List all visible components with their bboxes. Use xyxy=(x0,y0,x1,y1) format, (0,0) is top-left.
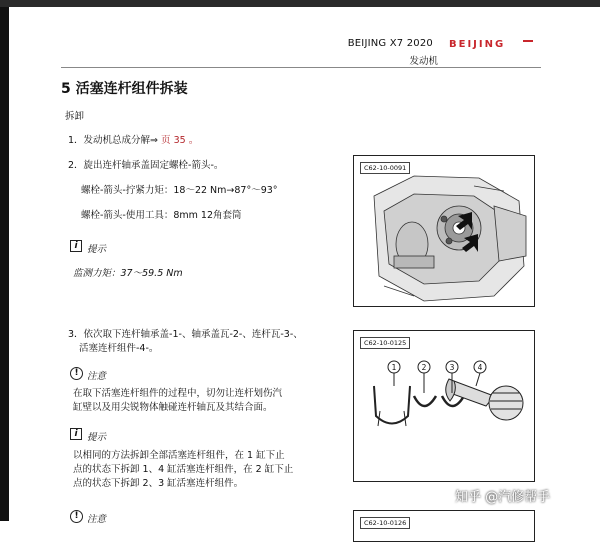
step-3-line-1 xyxy=(68,326,303,340)
connecting-rod-parts-illustration xyxy=(354,331,534,481)
step-1-end: 。 xyxy=(188,135,199,146)
page-frame-top xyxy=(0,0,600,7)
figure-1 xyxy=(353,155,535,307)
figure-1-id: C62-10-0091 xyxy=(360,162,410,174)
tip-1-label: 提示 xyxy=(87,244,107,255)
callout-3: 3 xyxy=(449,363,455,372)
beijing-logo-icon xyxy=(447,37,535,49)
page-frame-left xyxy=(0,0,9,521)
step-3-text-1: 依次取下连杆轴承盖-1-、轴承盖瓦-2-、连杆瓦-3-、 xyxy=(83,329,303,340)
header-section: 发动机 xyxy=(409,56,438,67)
callout-4: 4 xyxy=(477,363,483,372)
header-divider xyxy=(61,67,541,68)
step-1-number: 1． xyxy=(68,135,84,146)
warning-icon: ! xyxy=(70,510,83,523)
info-icon: i xyxy=(70,240,82,252)
figure-2 xyxy=(353,330,535,482)
caution-2-label: 注意 xyxy=(87,514,107,525)
figure-3-id: C62-10-0126 xyxy=(360,517,410,529)
warning-icon: ! xyxy=(70,367,83,380)
header-model: BEIJING X7 2020 xyxy=(347,38,433,49)
step-2-number: 2． xyxy=(68,160,84,171)
svg-text:BEIJING: BEIJING xyxy=(449,39,506,49)
page-title: 5 活塞连杆组件拆装 xyxy=(61,81,188,97)
step-1-page-link[interactable]: 页 35 xyxy=(161,135,186,146)
tip-2-line-1: 以相同的方法拆卸全部活塞连杆组件，在 1 缸下止 xyxy=(73,450,285,461)
callout-2: 2 xyxy=(421,363,427,372)
figure-2-id: C62-10-0125 xyxy=(360,337,410,349)
caution-1-line-2: 缸壁以及用尖锐物体触碰连杆轴瓦及其结合面。 xyxy=(73,402,273,413)
caution-1-line-1: 在取下活塞连杆组件的过程中，切勿让连杆划伤汽 xyxy=(73,388,283,399)
info-icon: i xyxy=(70,428,82,440)
callout-1: 1 xyxy=(391,363,397,372)
step-1 xyxy=(68,131,199,146)
step-1-text: 发动机总成分解⇒ xyxy=(83,135,159,146)
step-2 xyxy=(68,157,223,171)
caution-1-label: 注意 xyxy=(87,371,107,382)
watermark: 知乎 @汽修帮手 xyxy=(455,490,551,505)
engine-block-illustration xyxy=(354,156,534,306)
step-3-line-2: 活塞连杆组件-4-。 xyxy=(79,343,159,354)
step-3-number: 3． xyxy=(68,329,84,340)
step-2-tool: 螺栓-箭头-使用工具：8mm 12角套筒 xyxy=(81,210,242,221)
tip-1-text: 监测力矩：37～59.5 Nm xyxy=(73,268,183,279)
step-2-torque: 螺栓-箭头-拧紧力矩：18～22 Nm→87°～93° xyxy=(81,185,278,196)
figure-3 xyxy=(353,510,535,542)
tip-2-line-2: 点的状态下拆卸 1、4 缸活塞连杆组件，在 2 缸下止 xyxy=(73,464,294,475)
step-2-text: 旋出连杆轴承盖固定螺栓-箭头-。 xyxy=(83,160,224,171)
tip-2-label: 提示 xyxy=(87,432,107,443)
subheading-removal: 拆卸 xyxy=(65,111,85,122)
tip-2-line-3: 点的状态下拆卸 2、3 缸活塞连杆组件。 xyxy=(73,478,244,489)
